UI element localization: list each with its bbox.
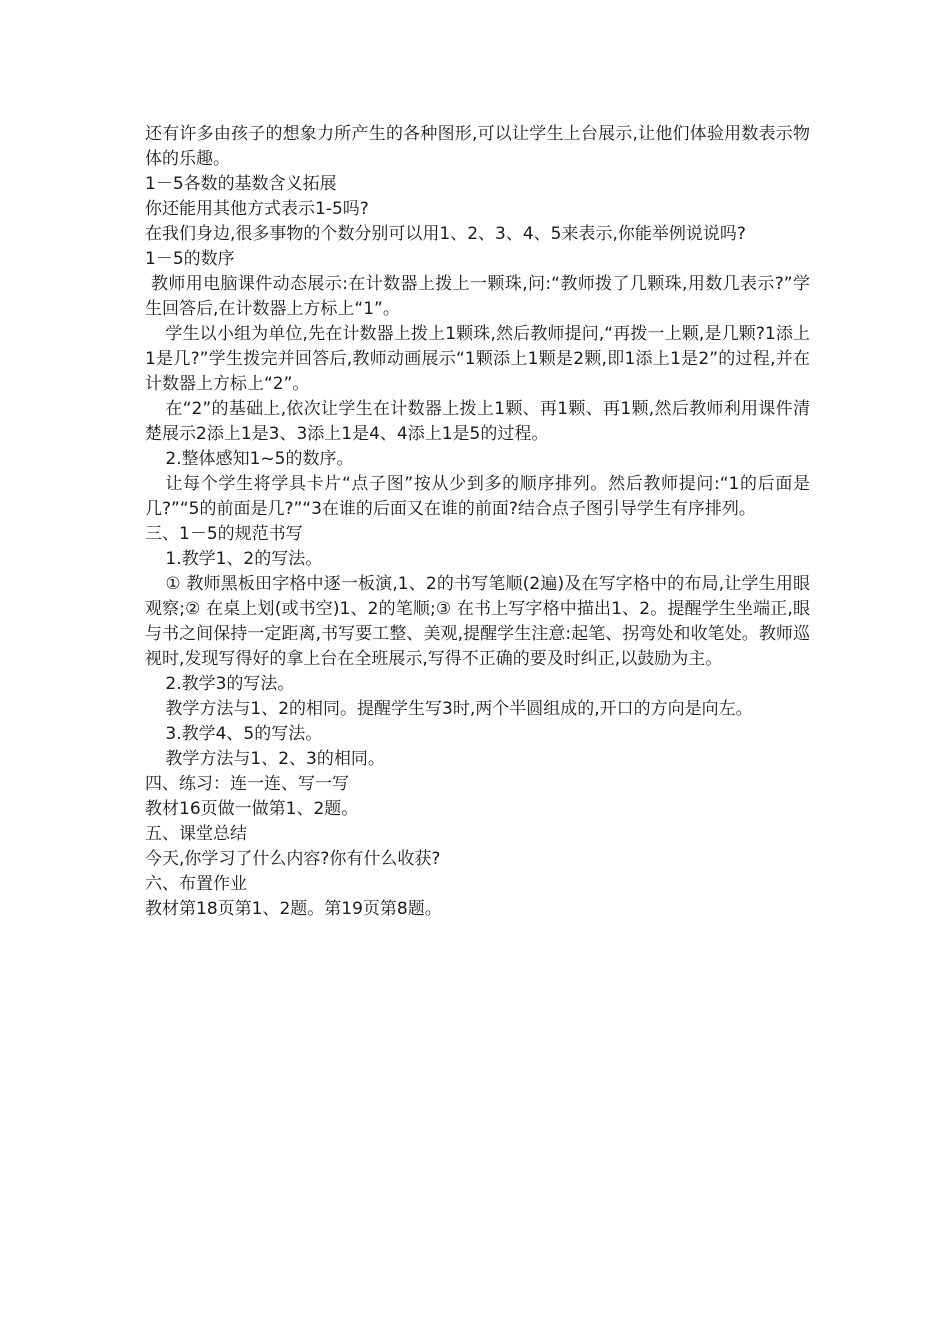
paragraph-add-one: 在“2”的基础上,依次让学生在计数器上拨上1颗、再1颗、再1颗,然后教师利用课件清楚展示2添上1是3、3添上1是4、4添上1是5的过程。 [145,399,810,444]
paragraph-write-4-5-method: 教学方法与1、2、3的相同。 [165,749,385,769]
document-body [145,122,810,922]
heading-section-five: 五、课堂总结 [145,824,247,844]
heading-cardinal-meaning: 1－5各数的基数含义拓展 [145,174,337,194]
paragraph-summary: 今天,你学习了什么内容?你有什么收获? [145,849,441,869]
subheading-write-1-2: 1.教学1、2的写法。 [165,549,323,569]
paragraph-write-3-method: 教学方法与1、2的相同。提醒学生写3时,两个半圆组成的,开口的方向是向左。 [165,699,753,719]
subheading-overall-perception: 2.整体感知1~5的数序。 [165,449,354,469]
paragraph-courseware-demo: 教师用电脑课件动态展示:在计数器上拨上一颗珠,问:“教师拨了几颗珠,用数几表示?”学生回答后,在计数器上方标上“1”。 [145,274,810,319]
heading-section-three: 三、1－5的规范书写 [145,524,303,544]
paragraph-examples: 在我们身边,很多事物的个数分别可以用1、2、3、4、5来表示,你能举例说说吗? [145,224,746,244]
paragraph-dot-cards: 让每个学生将学具卡片“点子图”按从少到多的顺序排列。然后教师提问:“1的后面是几?”“5的前面是几?”“3在谁的后面又在谁的前面?结合点子图引导学生有序排列。 [145,474,810,519]
paragraph-1: 还有许多由孩子的想象力所产生的各种图形,可以让学生上台展示,让他们体验用数表示物体的乐趣。 [145,124,810,169]
paragraph-homework: 教材第18页第1、2题。第19页第8题。 [145,899,442,919]
paragraph-question-other-ways: 你还能用其他方式表示1-5吗? [145,199,369,219]
heading-section-six: 六、布置作业 [145,874,247,894]
subheading-write-4-5: 3.教学4、5的写法。 [165,724,323,744]
heading-section-four: 四、练习：连一连、写一写 [145,774,349,794]
paragraph-group-activity: 学生以小组为单位,先在计数器上拨上1颗珠,然后教师提问,“再拨一上颗,是几颗?1添上1是几?”学生拨完并回答后,教师动画展示“1颗添上1颗是2颗,即1添上1是2”的过程,并在计数器上方标上“2”。 [145,324,810,394]
paragraph-writing-steps: ① 教师黑板田字格中逐一板演,1、2的书写笔顺(2遍)及在写字格中的布局,让学生用眼观察;② 在桌上划(或书空)1、2的笔顺;③ 在书上写字格中描出1、2。提醒学生坐端正,眼与书之间保持一定距离,书写要工整、美观,提醒学生注意:起笔、拐弯处和收笔处。教师巡视时,发现写得好的拿上台在全班展示,写得不正确的要及时纠正,以鼓励为主。 [145,574,810,669]
heading-number-order: 1－5的数序 [145,249,235,269]
subheading-write-3: 2.教学3的写法。 [165,674,295,694]
paragraph-exercise: 教材16页做一做第1、2题。 [145,799,359,819]
